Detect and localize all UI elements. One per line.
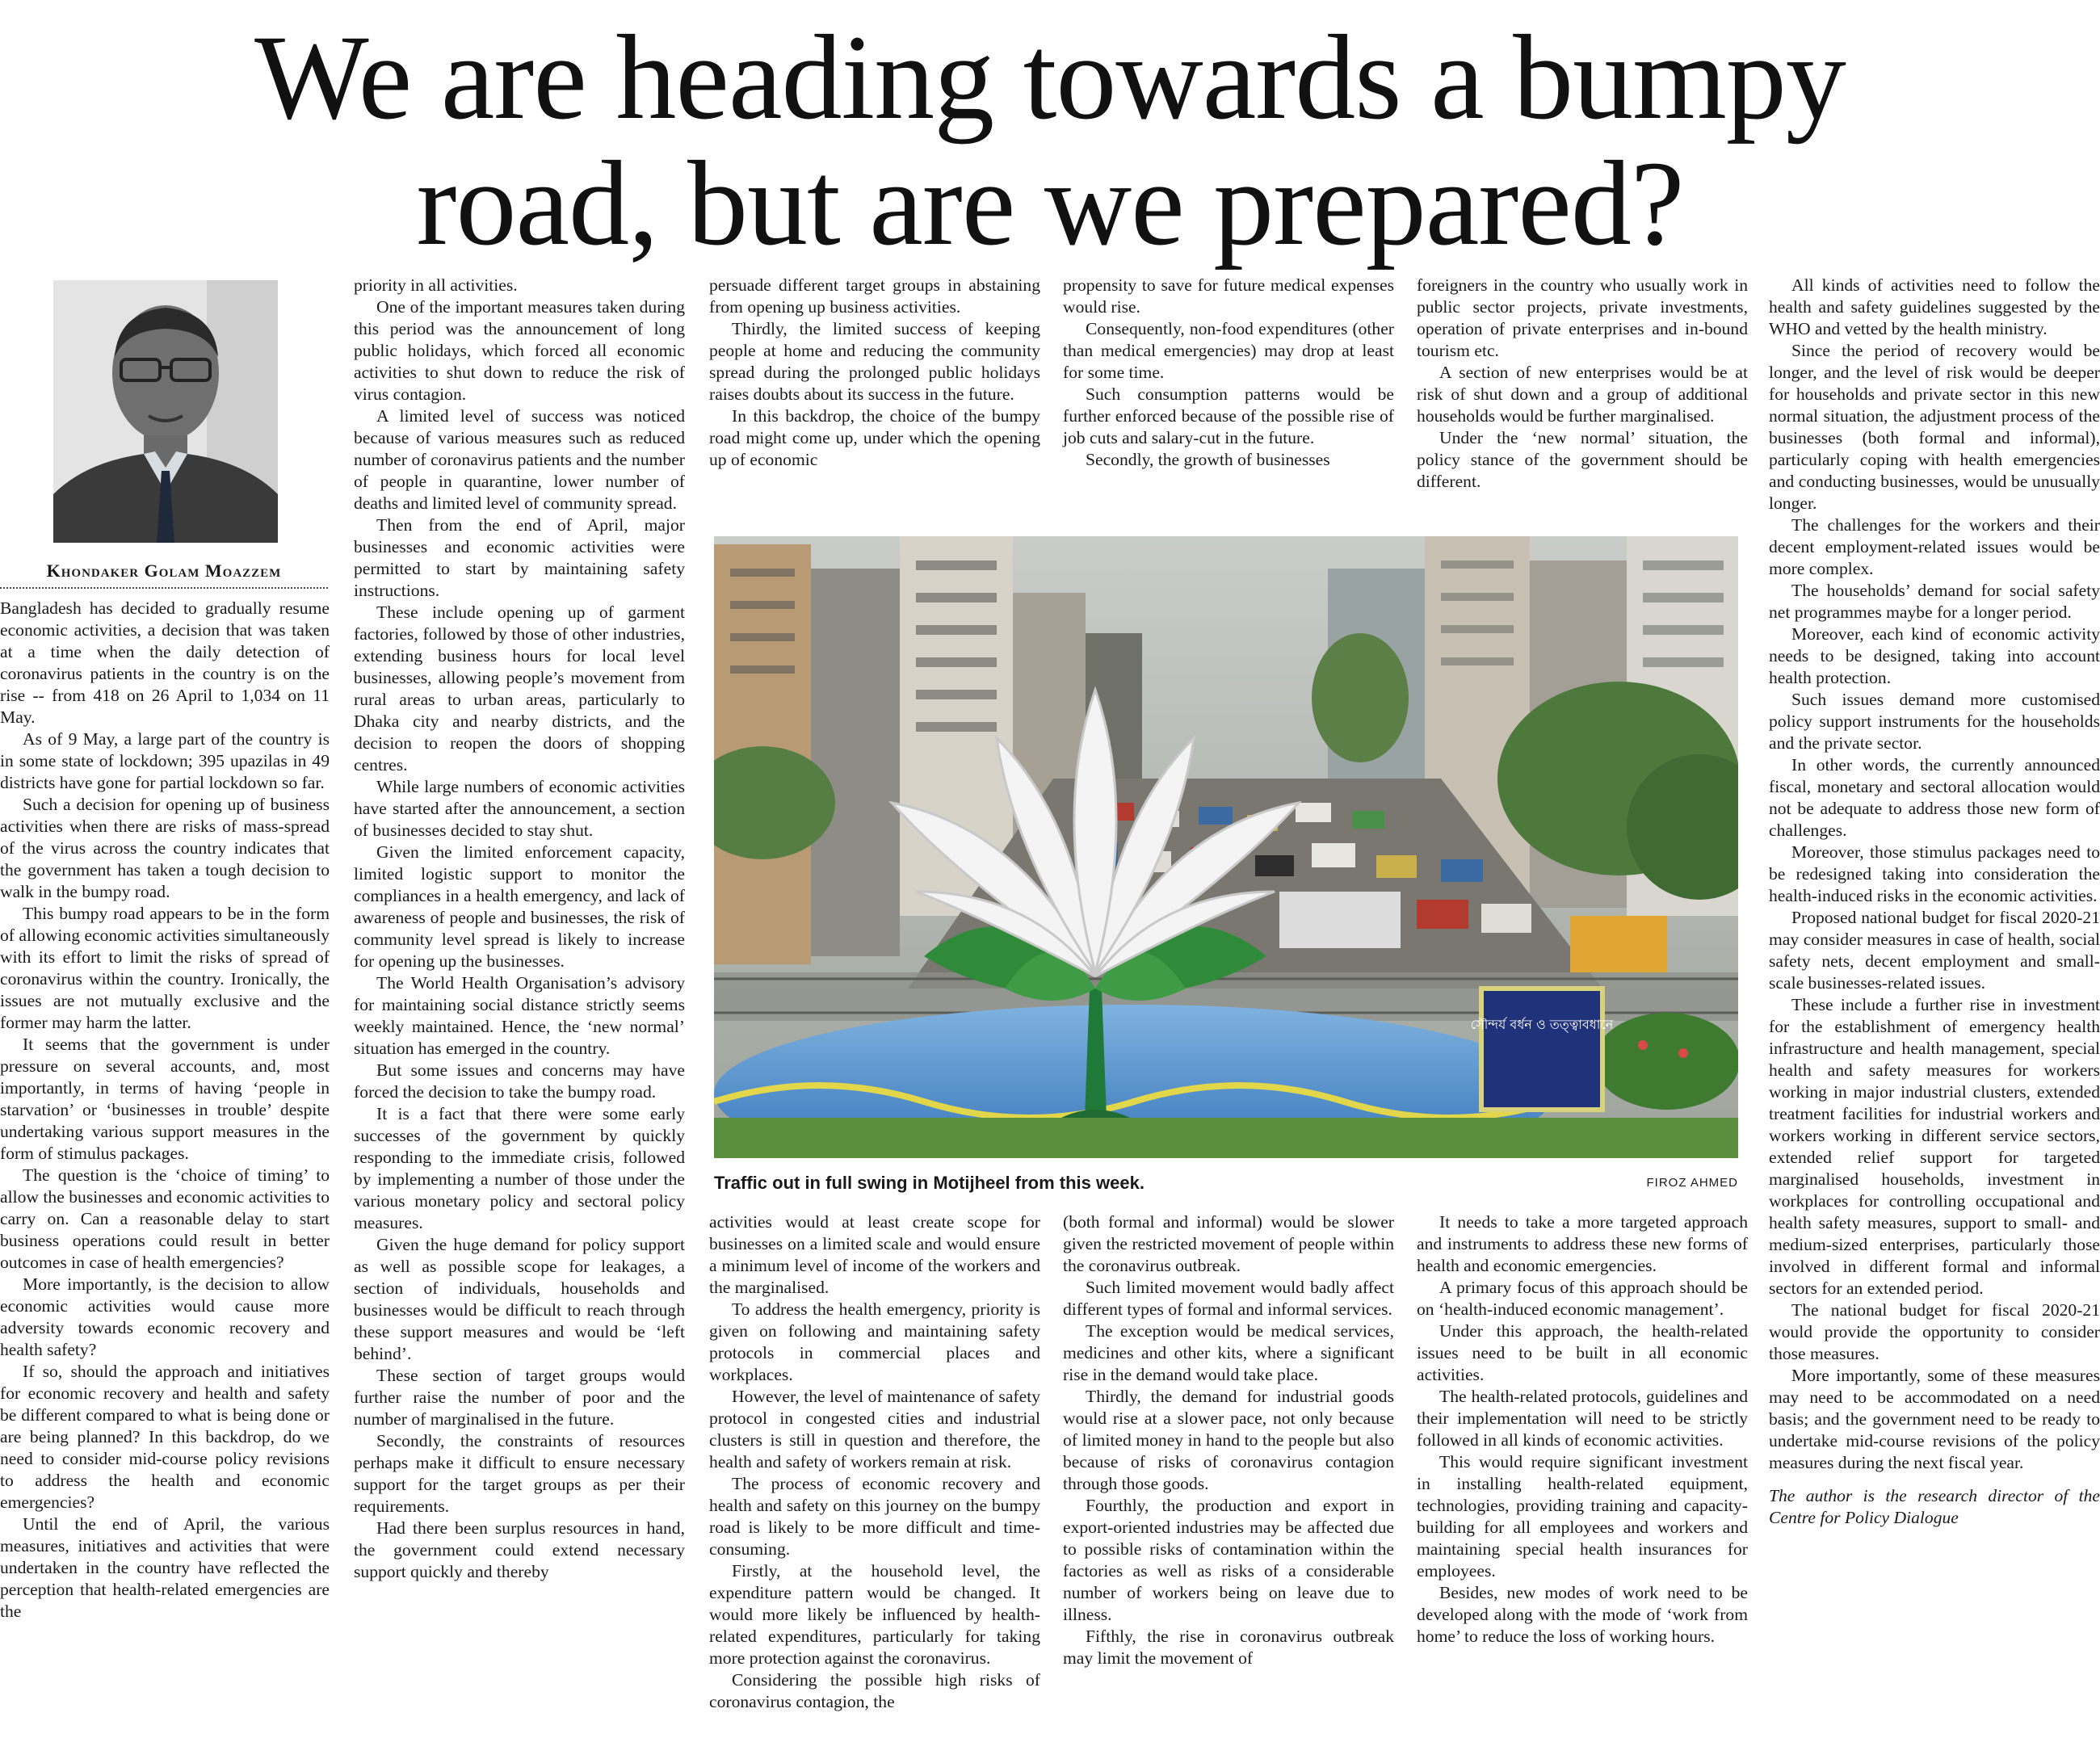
sign-text: সৌন্দর্য বর্ধন ও তত্ত্বাবধানে	[1470, 1017, 1614, 1032]
paragraph: The challenges for the workers and their decent employment-related issues would be more complex.	[1769, 515, 2100, 578]
motijheel-traffic-illustration	[714, 536, 1738, 1158]
paragraph: To address the health emergency, priority is given on following and maintaining safety protocols in commercial places and workplaces.	[709, 1299, 1040, 1384]
paragraph: Fourthly, the production and export in export-oriented industries may be affected due to possible risks of contamination within the factories as well as risks of a considerable number of workers being on leave due to illness.	[1063, 1496, 1394, 1624]
paragraph: (both formal and informal) would be slower given the restricted movement of people within the coronavirus outbreak.	[1063, 1212, 1394, 1275]
author-byline: Khondaker Golam Moazzem	[46, 560, 282, 581]
column-5-top	[1417, 275, 1748, 493]
paragraph: As of 9 May, a large part of the country is in some state of lockdown; 395 upazilas in 49 districts have gone for partial lockdown so far.	[0, 729, 330, 792]
paragraph: Firstly, at the household level, the expenditure pattern would be changed. It would more likely be influenced by health-related expenditures, particularly for taking more protection against the coronavirus.	[709, 1561, 1040, 1668]
paragraph: The national budget for fiscal 2020-21 would provide the opportunity to consider those measures.	[1769, 1300, 2100, 1363]
paragraph: Fifthly, the rise in coronavirus outbreak may limit the movement of	[1063, 1627, 1394, 1668]
column-5-bottom	[1417, 1211, 1748, 1648]
paragraph: Secondly, the growth of businesses	[1086, 450, 1330, 469]
column-3-top	[709, 275, 1040, 471]
paragraph: Given the limited enforcement capacity, limited logistic support to monitor the compliances in a health emergency, and lack of awareness of people and businesses, the risk of community level spread is likely to increase for opening up the businesses.	[354, 842, 685, 971]
headline-line-2: road, but are we prepared?	[416, 136, 1684, 271]
paragraph: These include opening up of garment factories, followed by those of other industries, extending business hours for local level businesses, allowing people’s movement from rural areas to urban areas, particularly to Dhaka city and nearby districts, and the decision to reopen the doors of shopping centres.	[354, 602, 685, 775]
paragraph: The World Health Organisation’s advisory for maintaining social distance strictly seems weekly maintained. Hence, the ‘new normal’ situation has emerged in the country.	[354, 973, 685, 1058]
paragraph: In other words, the currently announced fiscal, monetary and sectoral allocation would not be adequate to address those new form of challenges.	[1769, 755, 2100, 840]
column-4-bottom	[1063, 1211, 1394, 1669]
paragraph: Since the period of recovery would be longer, and the level of risk would be deeper for households and private sector in this new normal situation, the adjustment process of the businesses (both formal and informal), particularly coping with health emergencies and conducting businesses, would be unusually longer.	[1769, 341, 2100, 513]
paragraph: If so, should the approach and initiatives for economic recovery and health and safety be different compared to what is being done or are being planned? In this backdrop, do we need to consider mid-course policy revisions to address the health and economic emergencies?	[0, 1362, 330, 1512]
paragraph: The health-related protocols, guidelines and their implementation will need to be strictly followed in all kinds of economic activities.	[1417, 1387, 1748, 1450]
paragraph: In this backdrop, the choice of the bumpy road might come up, under which the opening up of economic	[709, 406, 1040, 469]
paragraph: Such a decision for opening up of business activities when there are risks of mass-spread of the virus across the country indicates that the government has taken a tough decision to walk in the bumpy road.	[0, 795, 330, 901]
paragraph: It needs to take a more targeted approach and instruments to address these new forms of health and economic emergencies.	[1417, 1212, 1748, 1275]
paragraph: Thirdly, the limited success of keeping people at home and reducing the community spread during the prolonged public holidays raises doubts about its success in the future.	[709, 319, 1040, 404]
paragraph: foreigners in the country who usually work in public sector projects, private investments, operation of private enterprises and in-bound tourism etc.	[1417, 275, 1748, 360]
paragraph: The households’ demand for social safety net programmes maybe for a longer period.	[1769, 581, 2100, 622]
author-portrait-illustration	[53, 280, 278, 543]
column-4-top	[1063, 275, 1394, 471]
paragraph: It is a fact that there were some early successes of the government by quickly responding to the immediate crisis, followed by implementing a number of those under the various monetary policy and sectoral policy measures.	[354, 1104, 685, 1232]
paragraph: Under this approach, the health-related issues need to be built in all economic activities.	[1417, 1321, 1748, 1384]
paragraph: However, the level of maintenance of safety protocol in congested cities and industrial clusters is still in question and therefore, the health and safety of workers remain at risk.	[709, 1387, 1040, 1471]
paragraph: These include a further rise in investment for the establishment of emergency health infrastructure and health management, special health and safety measures for workers working in major industrial clusters, extended treatment facilities for industrial workers and workers working in different service sectors, extended relief support for targeted marginalised households, investment in workplaces for controlling occupational and health safety measures, support to small- and medium-sized enterprises, particularly those involved in different formal and informal sectors for an extended period.	[1769, 995, 2100, 1298]
paragraph: Moreover, each kind of economic activity needs to be designed, taking into account health protection.	[1769, 624, 2100, 687]
paragraph: Such consumption patterns would be further enforced because of the possible rise of job cuts and salary-cut in the future.	[1063, 384, 1394, 447]
paragraph: The process of economic recovery and health and safety on this journey on the bumpy road is likely to be more difficult and time-consuming.	[709, 1474, 1040, 1559]
author-note: The author is the research director of the Centre for Policy Dialogue	[1769, 1486, 2100, 1527]
column-1	[0, 598, 330, 1623]
paragraph: Considering the possible high risks of coronavirus contagion, the	[709, 1670, 1040, 1711]
paragraph: Until the end of April, the various measures, initiatives and activities that were undertaken in the country have reflected the perception that health-related emergencies are the	[0, 1514, 330, 1621]
paragraph: The exception would be medical services, medicines and other kits, where a significant rise in the demand would take place.	[1063, 1321, 1394, 1384]
paragraph: While large numbers of economic activities have started after the announcement, a section of businesses decided to stay shut.	[354, 777, 685, 840]
paragraph: Had there been surplus resources in hand, the government could extend necessary support quickly and thereby	[354, 1518, 685, 1581]
headline	[0, 10, 2100, 271]
column-3-bottom	[709, 1211, 1040, 1713]
byline-divider	[0, 587, 328, 589]
paragraph: Bangladesh has decided to gradually resume economic activities, a decision that was taken at a time when the daily detection of coronavirus patients in the country is on the rise -- from 418 on 26 April to 1,034 on 11 May.	[0, 598, 330, 727]
photo-credit: FIROZ AHMED	[1646, 1176, 1738, 1190]
paragraph: Given the huge demand for policy support as well as possible scope for leakages, a section of individuals, households and businesses would be difficult to reach through these support measures and would be ‘left behind’.	[354, 1235, 685, 1363]
paragraph: This bumpy road appears to be in the form of allowing economic activities simultaneously with its effort to limit the risks of spread of coronavirus within the country. Ironically, the issues are not mutually exclusive and the former may harm the latter.	[0, 904, 330, 1032]
column-6	[1769, 275, 2100, 1529]
photo-caption: Traffic out in full swing in Motijheel from this week.	[714, 1173, 1144, 1193]
paragraph: The question is the ‘choice of timing’ to allow the businesses and economic activities to carry on. Can a reasonable delay to start business operations could result in better outcomes in case of health emergencies?	[0, 1165, 330, 1272]
paragraph: priority in all activities.	[354, 275, 518, 295]
paragraph: Besides, new modes of work need to be developed along with the mode of ‘work from home’ to reduce the loss of working hours.	[1417, 1583, 1748, 1646]
paragraph: Moreover, those stimulus packages need to be redesigned taking into consideration the health-induced risks in the economic activities.	[1769, 842, 2100, 905]
paragraph: This would require significant investment in installing health-related equipment, technologies, providing training and capacity-building for all employees and workers and maintaining special health insurances for employees.	[1417, 1452, 1748, 1581]
paragraph: Such issues demand more customised policy support instruments for the households and the private sector.	[1769, 690, 2100, 753]
paragraph: Secondly, the constraints of resources perhaps make it difficult to ensure necessary support for the target groups as per their requirements.	[354, 1431, 685, 1516]
paragraph: Such limited movement would badly affect different types of formal and informal services.	[1063, 1278, 1394, 1319]
headline-line-1: We are heading towards a bumpy	[254, 10, 1846, 145]
paragraph: propensity to save for future medical expenses would rise.	[1063, 275, 1394, 317]
paragraph: Proposed national budget for fiscal 2020-21 may consider measures in case of health, social safety nets, decent employment and small-scale businesses-related issues.	[1769, 908, 2100, 993]
column-2	[354, 275, 685, 1583]
paragraph: A section of new enterprises would be at risk of shut down and a group of additional households would be further marginalised.	[1417, 363, 1748, 426]
paragraph: One of the important measures taken during this period was the announcement of long public holidays, which forced all economic activities to shut down to reduce the risk of virus contagion.	[354, 297, 685, 404]
paragraph: All kinds of activities need to follow the health and safety guidelines suggested by the WHO and vetted by the health ministry.	[1769, 275, 2100, 338]
paragraph: persuade different target groups in abstaining from opening up business activities.	[709, 275, 1040, 317]
paragraph: Thirdly, the demand for industrial goods would rise at a slower pace, not only because of limited money in hand to the people but also because of risks of coronavirus contagion through those goods.	[1063, 1387, 1394, 1493]
main-photo	[714, 536, 1738, 1158]
paragraph: These section of target groups would further raise the number of poor and the number of marginalised in the future.	[354, 1366, 685, 1429]
author-photo	[53, 280, 278, 543]
paragraph: Consequently, non-food expenditures (other than medical emergencies) may drop at least for some time.	[1063, 319, 1394, 382]
paragraph: But some issues and concerns may have forced the decision to take the bumpy road.	[354, 1060, 685, 1102]
paragraph: A limited level of success was noticed because of various measures such as reduced number of coronavirus patients and the number of people in quarantine, lower number of deaths and limited level of community spread.	[354, 406, 685, 513]
paragraph: Then from the end of April, major businesses and economic activities were permitted to start by maintaining safety instructions.	[354, 515, 685, 600]
paragraph: More importantly, is the decision to allow economic activities would cause more adversity towards economic recovery and health safety?	[0, 1274, 330, 1359]
paragraph: More importantly, some of these measures may need to be accommodated on a need basis; and the government need to be ready to undertake mid-course revisions of the policy measures during the next fiscal year.	[1769, 1366, 2100, 1472]
paragraph: Under the ‘new normal’ situation, the policy stance of the government should be different.	[1417, 428, 1748, 491]
paragraph: It seems that the government is under pressure on several accounts, and, most importantly, in terms of having ‘people in starvation’ or ‘businesses in trouble’ despite undertaking various support measures in the form of stimulus packages.	[0, 1035, 330, 1163]
paragraph: activities would at least create scope for businesses on a limited scale and would ensure a minimum level of income of the workers and the marginalised.	[709, 1212, 1040, 1297]
paragraph: A primary focus of this approach should be on ‘health-induced economic management’.	[1417, 1278, 1748, 1319]
